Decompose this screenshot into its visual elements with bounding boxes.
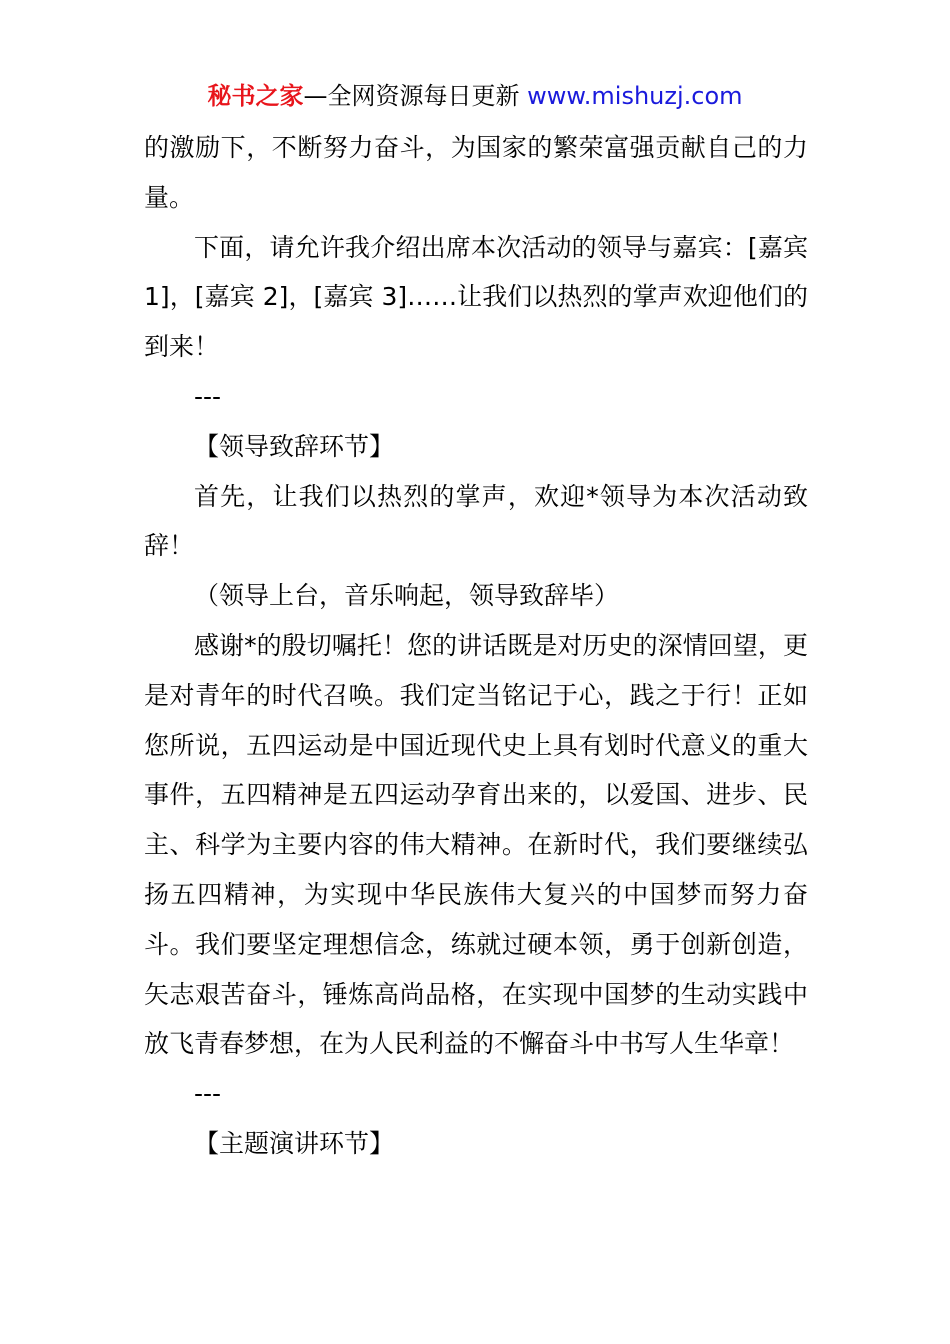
site-url-link[interactable]: www.mishuzj.com <box>527 82 743 110</box>
paragraph-guests: 下面，请允许我介绍出席本次活动的领导与嘉宾：[嘉宾 1]，[嘉宾 2]，[嘉宾 3]……让我们以热烈的掌声欢迎他们的到来！ <box>144 232 808 362</box>
site-brand: 秘书之家 <box>207 82 304 110</box>
section-heading-leader-speech: 【领导致辞环节】 <box>194 431 395 461</box>
site-header <box>0 80 950 112</box>
section-divider: --- <box>194 1079 222 1109</box>
site-tagline: —全网资源每日更新 <box>303 82 528 110</box>
document-body <box>144 123 808 1169</box>
paragraph-invite-leader: 首先，让我们以热烈的掌声，欢迎*领导为本次活动致辞！ <box>144 481 808 561</box>
stage-direction: （领导上台，音乐响起，领导致辞毕） <box>194 581 620 611</box>
section-divider: --- <box>194 381 222 411</box>
paragraph-thanks: 感谢*的殷切嘱托！您的讲话既是对历史的深情回望，更是对青年的时代召唤。我们定当铭记于心，践之于行！正如您所说，五四运动是中国近现代史上具有划时代意义的重大事件，五四精神是五四运动孕育出来的，以爱国、进步、民主、科学为主要内容的伟大精神。在新时代，我们要继续弘扬五四精神，为实现中华民族伟大复兴的中国梦而努力奋斗。我们要坚定理想信念，练就过硬本领，勇于创新创造，矢志艰苦奋斗，锤炼高尚品格，在实现中国梦的生动实践中放飞青春梦想，在为人民利益的不懈奋斗中书写人生华章！ <box>144 630 808 1059</box>
section-heading-keynote: 【主题演讲环节】 <box>194 1128 395 1158</box>
paragraph-continued: 的激励下，不断努力奋斗，为国家的繁荣富强贡献自己的力量。 <box>144 133 808 212</box>
